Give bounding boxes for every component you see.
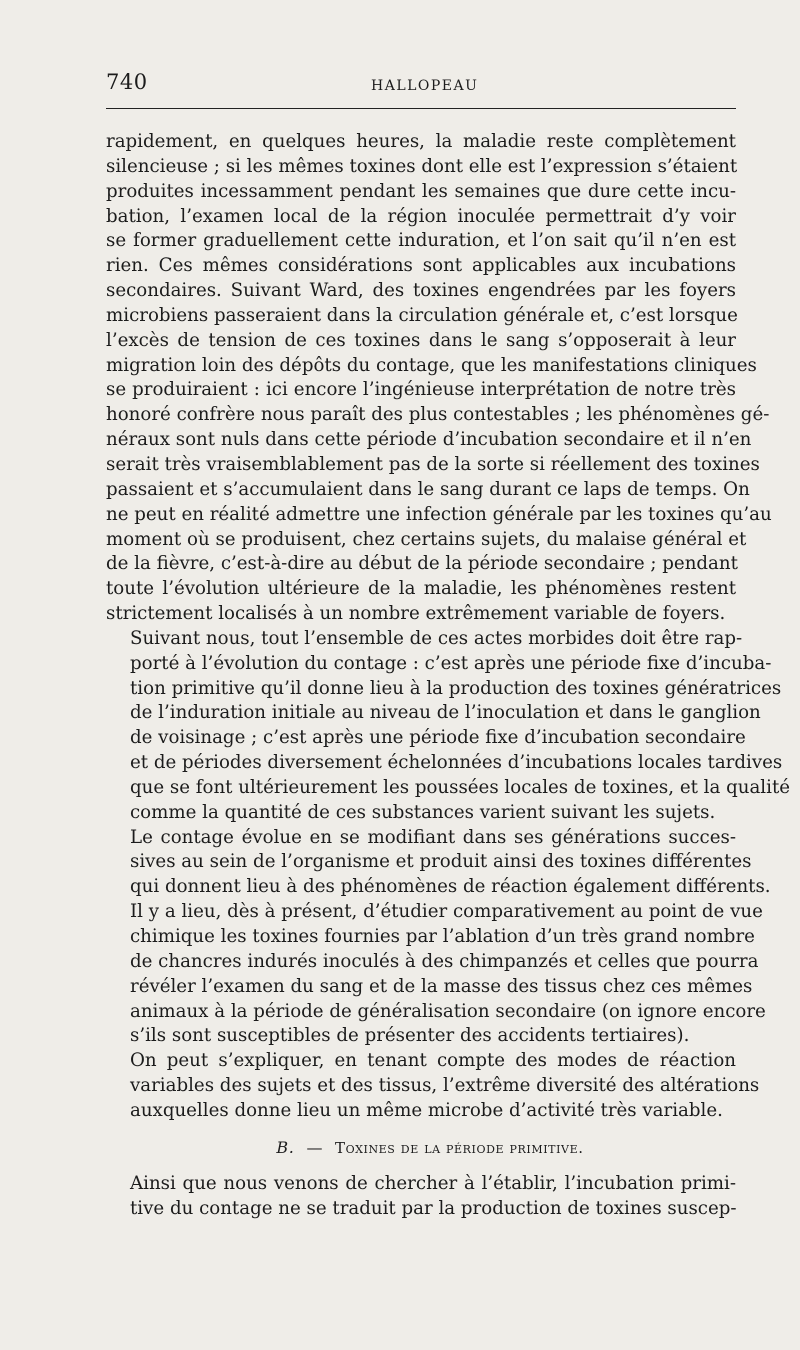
paragraph [106, 1172, 736, 1222]
text-line: Il y a lieu, dès à présent, d’étudier comparativement au point de vue [130, 901, 763, 923]
body-text [106, 130, 791, 1221]
text-line: de la fièvre, c’est-à-dire au début de la période secondaire ; pendant [106, 553, 738, 575]
text-line: moment où se produisent, chez certains sujets, du malaise général et [106, 528, 747, 550]
text-line: qui donnent lieu à des phénomènes de réaction également différents. [130, 876, 771, 898]
text-line: de voisinage ; c’est après une période fixe d’incubation secondaire [130, 727, 746, 749]
section-heading [106, 1124, 736, 1172]
text-line: honoré confrère nous paraît des plus contestables ; les phénomènes gé- [106, 404, 770, 426]
text-line: et de périodes diversement échelonnées d’incubations locales tardives [130, 752, 783, 774]
text-line: se former graduellement cette induration, et l’on sait qu’il n’en est [106, 230, 736, 252]
section-dash: — [306, 1137, 324, 1157]
text-line: produites incessamment pendant les semaines que dure cette incu- [106, 180, 736, 202]
text-line: l’excès de tension de ces toxines dans le sang s’opposerait à leur [106, 329, 736, 351]
text-line: ne peut en réalité admettre une infection générale par les toxines qu’au [106, 503, 772, 525]
header-rule [106, 108, 736, 109]
text-line: auxquelles donne lieu un même microbe d’activité très variable. [130, 1099, 723, 1121]
page-number: 740 [106, 70, 148, 94]
text-line: On peut s’expliquer, en tenant compte des modes de réaction [130, 1050, 736, 1072]
text-line: comme la quantité de ces substances varient suivant les sujets. [130, 801, 716, 823]
text-line: porté à l’évolution du contage : c’est après une période fixe d’incuba- [130, 652, 772, 674]
text-line: passaient et s’accumulaient dans le sang durant ce laps de temps. On [106, 478, 750, 500]
text-line: secondaires. Suivant Ward, des toxines engendrées par les foyers [106, 280, 736, 302]
text-line: microbiens passeraient dans la circulation générale et, c’est lorsque [106, 304, 738, 326]
text-line: rapidement, en quelques heures, la maladie reste complètement [106, 131, 736, 152]
paragraph [106, 1049, 760, 1124]
section-letter: B. [276, 1137, 295, 1157]
text-line: serait très vraisemblablement pas de la sorte si réellement des toxines [106, 453, 760, 475]
text-line: rien. Ces mêmes considérations sont applicables aux incubations [106, 255, 736, 277]
text-line: animaux à la période de généralisation secondaire (on ignore encore [130, 1000, 766, 1022]
text-line: silencieuse ; si les mêmes toxines dont elle est l’expression s’étaient [106, 155, 738, 177]
section-title: Toxines de la période primitive. [335, 1138, 584, 1157]
paragraph [106, 627, 791, 826]
text-line: Suivant nous, tout l’ensemble de ces actes morbides doit être rap- [130, 627, 743, 649]
text-line: variables des sujets et des tissus, l’extrême diversité des altérations [130, 1075, 760, 1097]
page-header [106, 68, 736, 98]
text-line: Ainsi que nous venons de chercher à l’établir, l’incubation primi- [130, 1172, 736, 1194]
text-line: chimique les toxines fournies par l’ablation d’un très grand nombre [130, 926, 755, 947]
text-line: sives au sein de l’organisme et produit ainsi des toxines différentes [130, 851, 752, 873]
text-line: toute l’évolution ultérieure de la maladie, les phénomènes restent [106, 578, 736, 600]
paragraph [106, 130, 772, 627]
text-line: néraux sont nuls dans cette période d’incubation secondaire et il n’en [106, 429, 752, 451]
paragraph [106, 826, 771, 1050]
text-line: Le contage évolue en se modifiant dans ses générations succes- [130, 826, 736, 848]
running-head: HALLOPEAU [371, 78, 479, 94]
text-line: s’ils sont susceptibles de présenter des accidents tertiaires). [130, 1025, 690, 1047]
text-line: tion primitive qu’il donne lieu à la production des toxines génératrices [130, 677, 782, 699]
text-line: se produiraient : ici encore l’ingénieuse interprétation de notre très [106, 379, 736, 401]
text-line: révéler l’examen du sang et de la masse des tissus chez ces mêmes [130, 975, 753, 997]
text-line: tive du contage ne se traduit par la production de toxines suscep- [130, 1197, 737, 1219]
text-line: migration loin des dépôts du contage, que les manifestations cliniques [106, 354, 757, 376]
text-line: de l’induration initiale au niveau de l’inoculation et dans le ganglion [130, 702, 761, 724]
text-line: strictement localisés à un nombre extrêmement variable de foyers. [106, 603, 726, 625]
text-line: de chancres indurés inoculés à des chimpanzés et celles que pourra [130, 950, 759, 972]
text-line: que se font ultérieurement les poussées locales de toxines, et la qualité [130, 776, 791, 798]
text-line: bation, l’examen local de la région inoculée permettrait d’y voir [106, 205, 736, 227]
